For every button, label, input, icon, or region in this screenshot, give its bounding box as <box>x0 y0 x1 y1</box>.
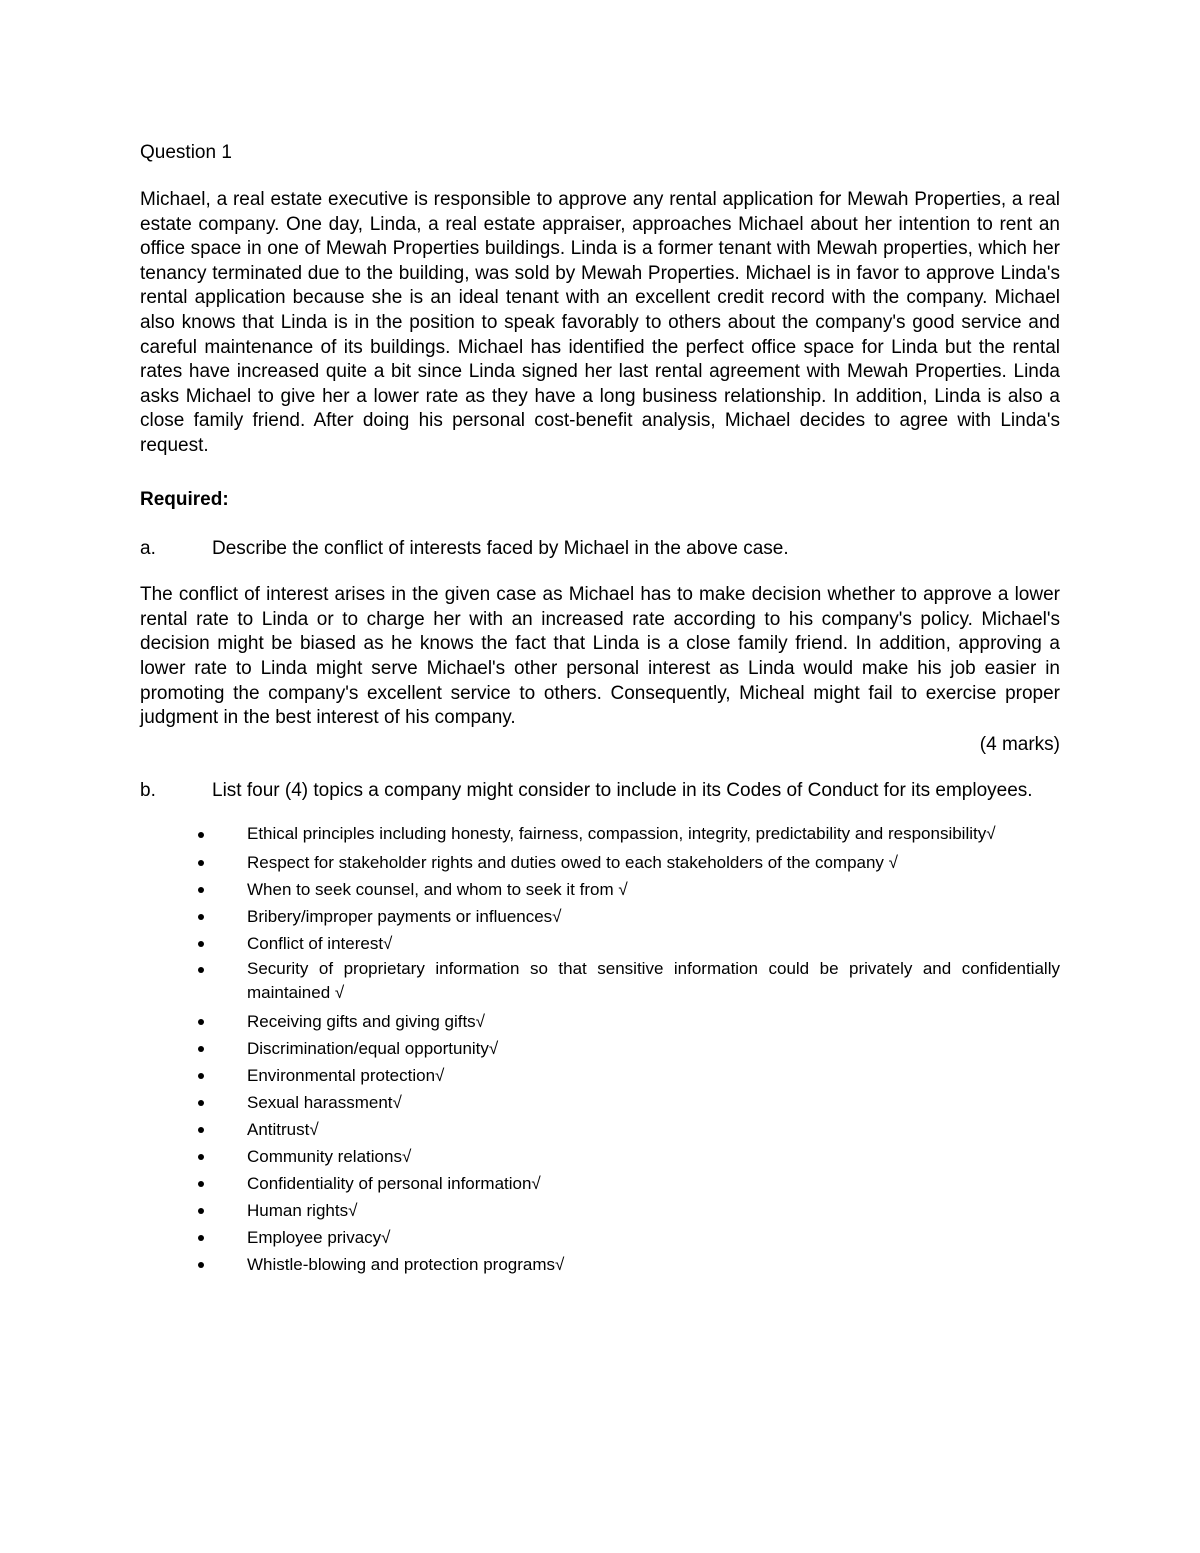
bullet-icon <box>198 1262 204 1268</box>
list-item: Antitrust√ <box>140 1116 1060 1143</box>
document-body <box>140 138 1060 1278</box>
bullet-icon <box>198 1181 204 1187</box>
list-item: Confidentiality of personal information√ <box>140 1170 1060 1197</box>
part-a-question <box>140 537 1060 562</box>
bullet-icon <box>198 967 204 973</box>
part-b-question <box>140 779 1060 804</box>
list-item: Respect for stakeholder rights and duties owed to each stakeholders of the company √ <box>140 849 1060 876</box>
bullet-icon <box>198 860 204 866</box>
list-item: Receiving gifts and giving gifts√ <box>140 1008 1060 1035</box>
code-of-conduct-topics-list <box>140 822 1060 1278</box>
list-item: Sexual harassment√ <box>140 1089 1060 1116</box>
list-item: Community relations√ <box>140 1143 1060 1170</box>
part-a-letter: a. <box>140 537 156 559</box>
bullet-icon <box>198 1127 204 1133</box>
bullet-icon <box>198 887 204 893</box>
scenario-paragraph: Michael, a real estate executive is responsible to approve any rental application for Mewah Properties, a real estate company. One day, Linda, a real estate appraiser, approaches Michael about her intention to rent an office space in one of Mewah Properties buildings. Linda is a former tenant with Mewah properties, which her tenancy terminated due to the building, was sold by Mewah Properties. Michael is in favor to approve Linda's rental application because she is an ideal tenant with an excellent credit record with the company. Michael also knows that Linda is in the position to speak favorably to others about the company's good service and careful maintenance of its buildings. Michael has identified the perfect office space for Linda but the rental rates have increased quite a bit since Linda signed her last rental agreement with Mewah Properties. Linda asks Michael to give her a lower rate as they have a long business relationship. In addition, Linda is also a close family friend. After doing his personal cost-benefit analysis, Michael decides to agree with Linda's request. <box>140 189 1060 456</box>
part-a-answer: The conflict of interest arises in the given case as Michael has to make decision whether to approve a lower rental rate to Linda or to charge her with an increased rate according to his company's policy. Michael's decision might be biased as he knows the fact that Linda is a close family friend. In addition, approving a lower rate to Linda might serve Michael's other personal interest as Linda would make his job easier in promoting the company's excellent service to others. Consequently, Micheal might fail to exercise proper judgment in the best interest of his company. <box>140 584 1060 729</box>
list-item: Conflict of interest√ <box>140 930 1060 957</box>
list-item: Ethical principles including honesty, fairness, compassion, integrity, predictability and responsibility√ <box>140 822 1060 849</box>
list-item: Security of proprietary information so that sensitive information could be privately and confidentially maintained √ <box>140 957 1060 1008</box>
required-heading: Required: <box>140 488 229 510</box>
part-a-marks: (4 marks) <box>979 733 1060 755</box>
bullet-icon <box>198 1046 204 1052</box>
bullet-icon <box>198 832 204 838</box>
bullet-icon <box>198 1019 204 1025</box>
list-item: When to seek counsel, and whom to seek it from √ <box>140 876 1060 903</box>
bullet-icon <box>198 1100 204 1106</box>
part-b-question-text: List four (4) topics a company might consider to include in its Codes of Conduct for its employees. <box>212 780 1033 802</box>
list-item: Environmental protection√ <box>140 1062 1060 1089</box>
list-item: Whistle-blowing and protection programs√ <box>140 1251 1060 1278</box>
list-item: Human rights√ <box>140 1197 1060 1224</box>
list-item: Employee privacy√ <box>140 1224 1060 1251</box>
bullet-icon <box>198 1235 204 1241</box>
bullet-icon <box>198 941 204 947</box>
bullet-icon <box>198 1208 204 1214</box>
bullet-icon <box>198 1073 204 1079</box>
bullet-icon <box>198 914 204 920</box>
part-a-question-text: Describe the conflict of interests faced by Michael in the above case. <box>212 537 789 559</box>
question-title: Question 1 <box>140 142 232 163</box>
list-item: Discrimination/equal opportunity√ <box>140 1035 1060 1062</box>
list-item: Bribery/improper payments or influences√ <box>140 903 1060 930</box>
bullet-icon <box>198 1154 204 1160</box>
part-b-letter: b. <box>140 780 156 802</box>
